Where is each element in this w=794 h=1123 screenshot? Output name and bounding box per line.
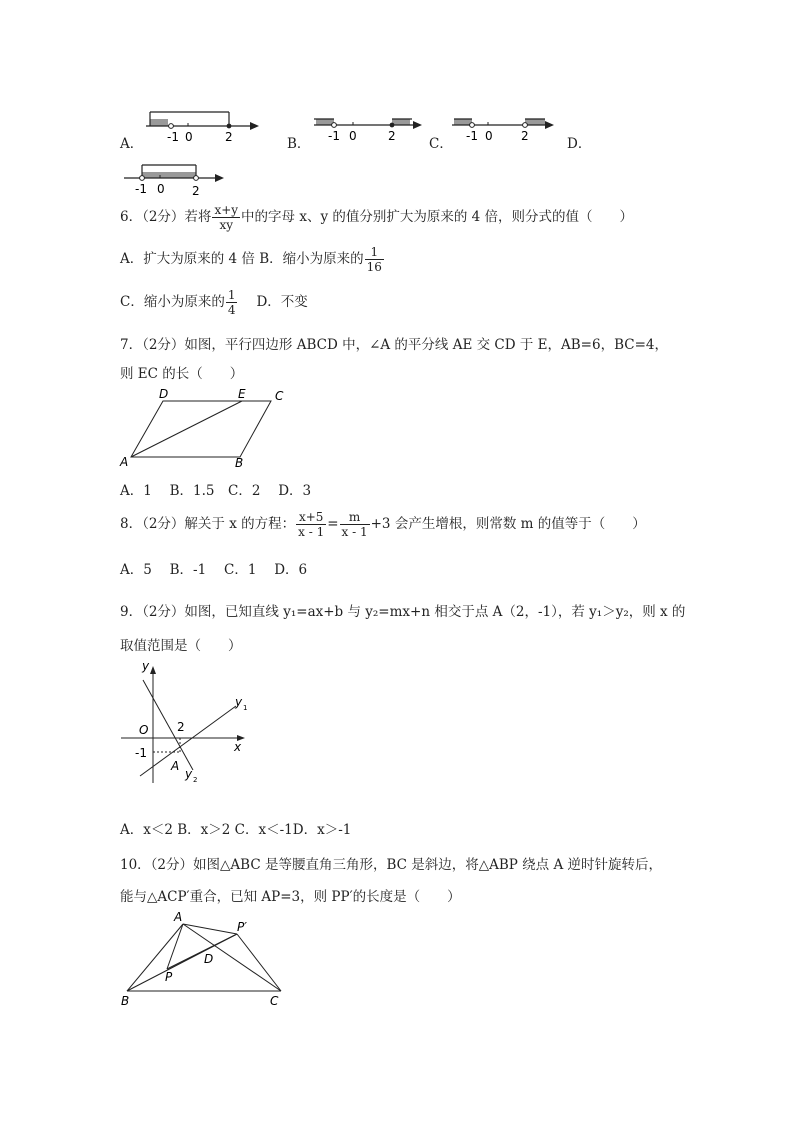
q8-suffix: +3 会产生增根，则常数 m 的值等于（ ） [370, 516, 646, 532]
tick-label-2: 2 [177, 720, 185, 734]
point-label-a: A [120, 455, 129, 469]
q7-stem-line2: 则 EC 的长（ ） [120, 366, 244, 382]
q8-stem [120, 510, 646, 539]
q5-option-c-label: C． [429, 136, 453, 152]
q6-option-d: D．不变 [256, 294, 308, 310]
tick-label-minus1: -1 [135, 746, 147, 760]
q8-options: A．5 B．-1 C．1 D．6 [120, 562, 308, 578]
point-label-c: C [275, 389, 284, 403]
q5-option-a-label: A． [120, 136, 144, 152]
point-label-e: E [238, 387, 246, 401]
point-label-a: A [174, 910, 183, 924]
q6-fraction-1-16 [365, 245, 384, 274]
tick-label: -1 [328, 129, 340, 143]
point-label-b: B [121, 994, 130, 1008]
tick-label: 2 [388, 129, 396, 143]
line-label-y1-sub: 1 [243, 704, 248, 712]
point-label-d: D [204, 952, 214, 966]
tick-label: -1 [466, 129, 478, 143]
q9-stem-line1: 9．（2分）如图，已知直线 y₁=ax+b 与 y₂=mx+n 相交于点 A（2，-1），若 y₁＞y₂，则 x 的 [120, 604, 686, 620]
frac-num: m [340, 510, 370, 525]
tick-label: -1 [167, 130, 179, 144]
tick-label: 2 [225, 130, 233, 144]
tick-label: -1 [135, 182, 147, 196]
q6-fraction-num: x+y [214, 203, 239, 217]
q8-equals: = [327, 516, 339, 532]
point-label-a: A [171, 759, 180, 773]
line-label-y2: y [185, 767, 193, 781]
q5-option-c-numberline [448, 110, 566, 146]
tick-label: 2 [192, 184, 200, 198]
origin-label: O [139, 723, 149, 737]
q7-parallelogram-figure [115, 385, 295, 471]
q6-stem [120, 203, 633, 232]
q10-triangle-figure [115, 907, 295, 1011]
tick-label: 0 [349, 129, 357, 143]
point-label-p: P [165, 970, 173, 984]
q6-prefix: 6．（2分）若将 [120, 209, 212, 225]
q6-fraction-1-4 [226, 288, 238, 317]
frac-den: 4 [227, 303, 236, 317]
frac-den: 16 [366, 260, 382, 274]
q6-option-c: C．缩小为原来的 [120, 294, 225, 310]
q5-option-d-numberline [120, 160, 230, 198]
point-label-p-prime: P′ [237, 920, 247, 934]
q9-options: A．x＜2 B．x＞2 C．x＜-1D．x＞-1 [120, 822, 352, 838]
tick-label: 2 [521, 129, 529, 143]
frac-den: x - 1 [341, 525, 368, 539]
q10-stem-line2: 能与△ACP′重合，已知 AP=3，则 PP′的长度是（ ） [120, 889, 461, 905]
point-label-b: B [235, 456, 244, 470]
q10-stem-line1: 10．（2分）如图△ABC 是等腰直角三角形，BC 是斜边，将△ABP 绕点 A 逆时针旋转后， [120, 857, 662, 873]
frac-num: 1 [365, 245, 384, 260]
axis-label-y: y [142, 659, 150, 673]
frac-num: x+5 [296, 510, 326, 525]
q5-option-a-numberline [138, 104, 263, 146]
q8-fraction-1 [296, 510, 326, 539]
q7-stem-line1: 7．（2分）如图，平行四边形 ABCD 中，∠A 的平分线 AE 交 CD 于 E，AB=6，BC=4， [120, 337, 668, 353]
q6-suffix: 中的字母 x、y 的值分别扩大为原来的 4 倍，则分式的值（ ） [241, 209, 634, 225]
q6-options-ab [120, 245, 385, 274]
q5-option-b-numberline [308, 110, 426, 146]
frac-num: 1 [227, 288, 236, 302]
q9-coordinate-figure [115, 658, 265, 788]
q6-fraction [212, 203, 240, 232]
tick-label: 0 [485, 129, 493, 143]
q8-fraction-2 [340, 510, 370, 539]
line-label-y1: y [235, 695, 243, 709]
q6-options-cd [120, 288, 308, 317]
q8-prefix: 8．（2分）解关于 x 的方程： [120, 516, 296, 532]
q5-option-d-label: D． [567, 136, 592, 152]
point-label-c: C [270, 994, 279, 1008]
tick-label: 0 [157, 182, 165, 196]
frac-den: x - 1 [298, 525, 325, 539]
point-label-d: D [159, 387, 169, 401]
line-label-y2-sub: 2 [193, 776, 198, 784]
q5-option-b-label: B． [287, 136, 311, 152]
q6-option-ab: A．扩大为原来的 4 倍 B．缩小为原来的 [120, 251, 364, 267]
tick-label: 0 [185, 130, 193, 144]
axis-label-x: x [234, 740, 242, 754]
q7-options: A．1 B．1.5 C．2 D．3 [120, 483, 312, 499]
q9-stem-line2: 取值范围是（ ） [120, 638, 242, 654]
q6-fraction-den: xy [219, 218, 234, 232]
